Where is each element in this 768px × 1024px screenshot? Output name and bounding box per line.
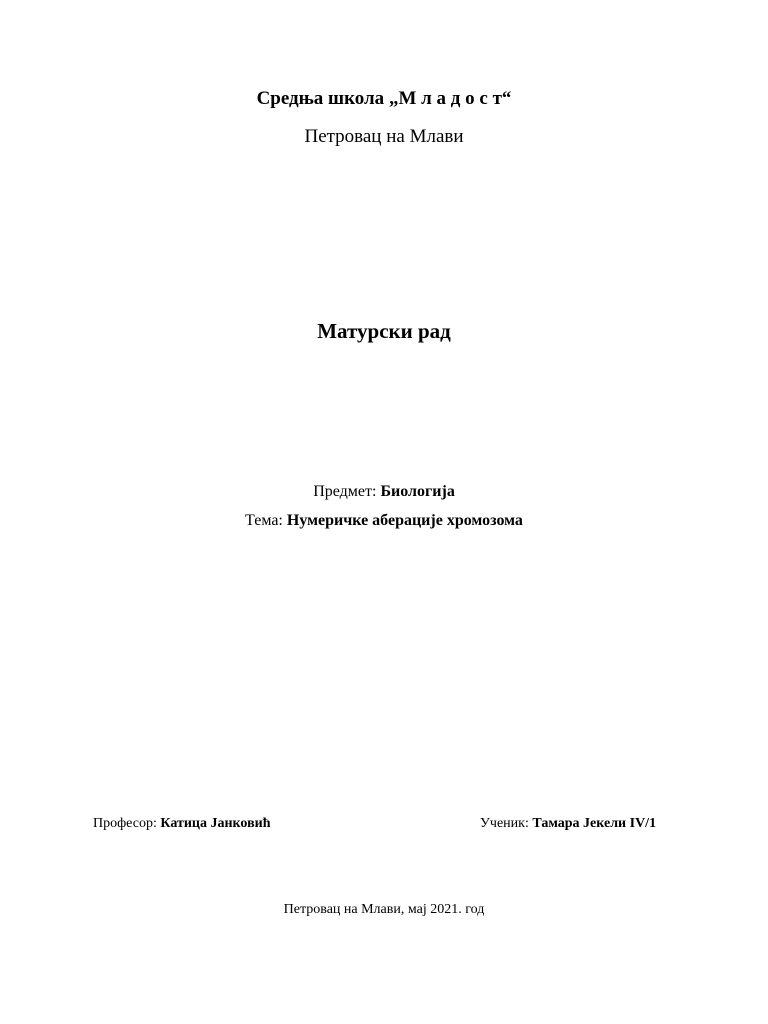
professor-signature <box>93 816 271 832</box>
document-title: Матурски рад <box>317 319 451 343</box>
professor-name: Катица Јанковић <box>160 816 271 831</box>
student-name: Тамара Јекели IV/1 <box>532 816 657 831</box>
subject-line <box>0 483 768 501</box>
school-name-prefix: Средња школа <box>256 88 389 109</box>
school-name-quoted: „М л а д о с т“ <box>388 88 512 109</box>
student-signature <box>480 816 656 832</box>
school-name <box>0 88 768 110</box>
place-date-footer: Петровац на Млави, мај 2021. год <box>283 902 485 917</box>
subject-value: Биологија <box>380 483 455 500</box>
student-label: Ученик: <box>480 816 533 831</box>
topic-value: Нумеричке аберације хромозома <box>286 512 523 529</box>
subject-label: Предмет: <box>313 483 381 500</box>
school-city: Петровац на Млави <box>304 126 464 147</box>
professor-label: Професор: <box>93 816 161 831</box>
topic-line <box>0 512 768 530</box>
topic-label: Тема: <box>245 512 287 529</box>
